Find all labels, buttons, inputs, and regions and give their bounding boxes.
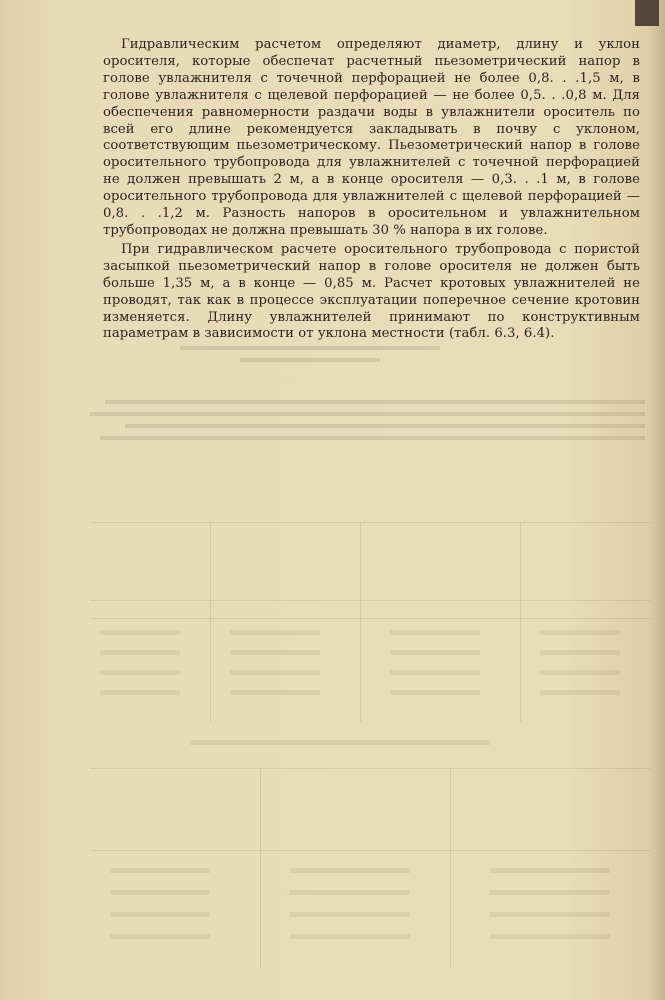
body-text [103,37,640,343]
bleed-through-paragraph [85,392,645,448]
page-corner-mark [635,0,659,26]
paragraph-hydraulic-calculation: Гидравлическим расчетом определяют диаметр, длину и уклон оросителя, которые обеспечат расчетный пьезометрический напор в голове увлажнителя с точечной перфорацией не более 0,8. . .1,5 м, в голове увлажнителя с щелевой перфорацией — не более 0,5. . .0,8 м. Для обеспечения равномерности раздачи воды в увлажнители ороситель по всей его длине рекомендуется закладывать в почву с уклоном, соответствующим пьезометрическому. Пьезометрический напор в голове оросительного трубопровода для увлажнителей с точечной перфорацией не должен превышать 2 м, а в конце оросителя — 0,3. . .1 м, в голове оросительного трубопровода для увлажнителей с щелевой перфорацией — 0,8. . .1,2 м. Разность напоров в оросительном и увлажнительном трубопроводах не должна превышать 30 % напора в их голове. [103,37,640,238]
paragraph-porous-backfill: При гидравлическом расчете оросительного трубопровода с пористой засыпкой пьезометрический напор в голове оросителя не должен быть больше 1,35 м, а в конце — 0,85 м. Расчет кротовых увлажнителей не проводят, так как в процессе эксплуатации поперечное сечение кротовин изменяется. Длину увлажнителей принимают по конструктивным параметрам в зависимости от уклона местности (табл. 6.3, 6.4). [103,241,640,342]
bleed-through-table-1 [90,500,650,730]
bleed-through-table-2 [90,740,650,970]
